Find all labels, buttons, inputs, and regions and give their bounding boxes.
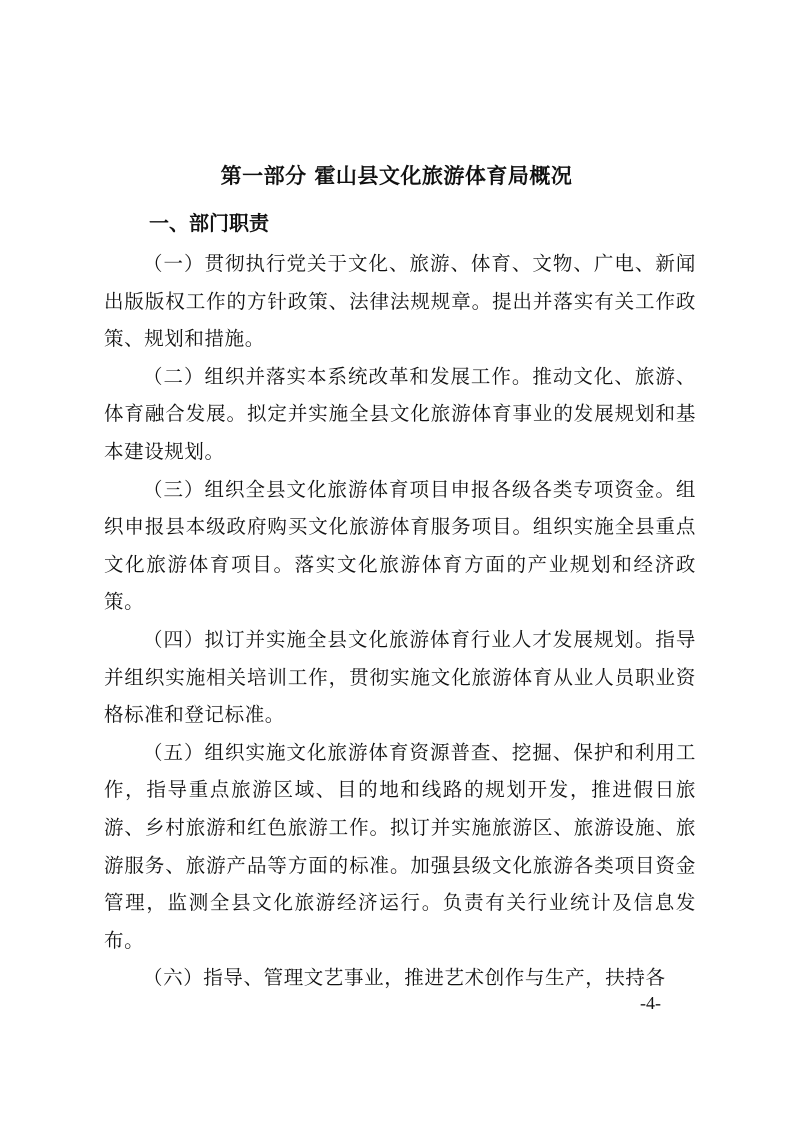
page-title: 第一部分 霍山县文化旅游体育局概况 (220, 164, 573, 188)
paragraph-3: （三）组织全县文化旅游体育项目申报各级各类专项资金。组织申报县本级政府购买文化旅游体育服务项目。组织实施全县重点文化旅游体育项目。落实文化旅游体育方面的产业规划和经济政策。 (104, 477, 696, 614)
body-text (104, 245, 696, 997)
paragraph-6: （六）指导、管理文艺事业，推进艺术创作与生产，扶持各 (143, 966, 666, 990)
page-number: -4- (640, 993, 661, 1013)
paragraph-4: （四）拟订并实施全县文化旅游体育行业人才发展规划。指导并组织实施相关培训工作，贯彻实施文化旅游体育从业人员职业资格标准和登记标准。 (104, 627, 696, 727)
paragraph-2: （二）组织并落实本系统改革和发展工作。推动文化、旅游、体育融合发展。拟定并实施全县文化旅游体育事业的发展规划和基本建设规划。 (104, 364, 696, 463)
paragraph-1: （一）贯彻执行党关于文化、旅游、体育、文物、广电、新闻出版版权工作的方针政策、法律法规规章。提出并落实有关工作政策、规划和措施。 (104, 252, 696, 351)
paragraph-5: （五）组织实施文化旅游体育资源普查、挖掘、保护和利用工作，指导重点旅游区域、目的地和线路的规划开发，推进假日旅游、乡村旅游和红色旅游工作。拟订并实施旅游区、旅游设施、旅游服务、旅游产品等方面的标准。加强县级文化旅游各类项目资金管理，监测全县文化旅游经济运行。负责有关行业统计及信息发布。 (104, 740, 696, 952)
section-heading: 一、部门职责 (149, 211, 269, 235)
